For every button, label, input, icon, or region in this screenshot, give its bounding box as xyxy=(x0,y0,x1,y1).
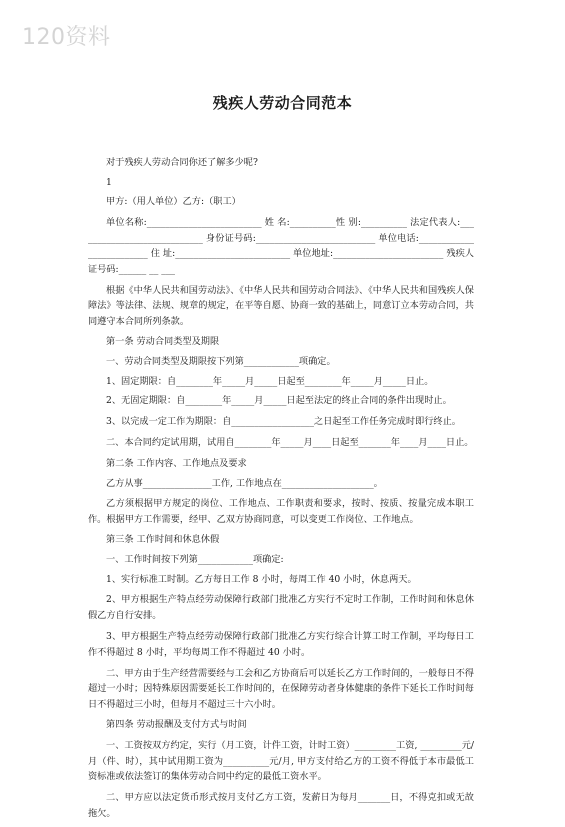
paragraph: 根据《中华人民共和国劳动法》、《中华人民共和国劳动合同法》、《中华人民共和国残疾人保障法》等法律、法规、规章的规定，在平等自愿、协商一致的基础上，同意订立本劳动合同，共同遵守本合同所列条款。 xyxy=(88,284,474,327)
paragraph: 乙方须根据甲方规定的岗位、工作地点、工作职责和要求，按时、按质、按量完成本职工作。根据甲方工作需要，经甲、乙双方协商同意，可以变更工作岗位、工作地点。 xyxy=(88,498,474,525)
paragraph: 二、甲方由于生产经营需要经与工会和乙方协商后可以延长乙方工作时间的，一般每日不得超过一小时；因特殊原因需要延长工作时间的，在保障劳动者身体健康的条件下延长工作时间每日不得超过三小时，但每月不超过三十六小时。 xyxy=(88,667,474,710)
paragraph: 二、甲方应以法定货币形式按月支付乙方工资，发薪日为每月_______日，不得克扣或无故拖欠。 xyxy=(88,792,474,819)
paragraph: 第四条 劳动报酬及支付方式与时间 xyxy=(106,719,247,731)
paragraph: 第二条 工作内容、工作地点及要求 xyxy=(106,457,247,469)
paragraph: 第一条 劳动合同类型及期限 xyxy=(106,336,220,348)
paragraph: 二、本合同约定试用期，试用自________年_____月____日起至_______年____月____日止。 xyxy=(106,437,474,449)
paragraph: 一、工资按双方约定，实行（月工资，计件工资，计时工资）_________工资, _________元/月（件、时），其中试用期工资为__________元/月, 甲方支付给乙方的工资不得低于本市最低工资标准或依法签订的集体劳动合同中约定的最低工资水平。 xyxy=(88,740,474,783)
paragraph: 2、甲方根据生产特点经劳动保障行政部门批准乙方实行不定时工作制，工作时间和休息休假乙方自行安排。 xyxy=(88,594,474,621)
paragraph: 1、实行标准工时制。乙方每日工作 8 小时，每周工作 40 小时，休息两天。 xyxy=(106,573,417,585)
paragraph: 甲方:（用人单位）乙方:（职工） xyxy=(106,196,241,208)
watermark-logo: 120资料 xyxy=(22,25,111,50)
paragraph: 一、工作时间按下列第____________项确定: xyxy=(106,553,284,565)
paragraph: 3、甲方根据生产特点经劳动保障行政部门批准乙方实行综合计算工时工作制，平均每日工作不得超过 8 小时，平均每周工作不得超过 40 小时。 xyxy=(88,631,474,658)
paragraph: 1 xyxy=(106,176,112,188)
paragraph: 第三条 工作时间和休息休假 xyxy=(106,534,220,546)
paragraph: 1、固定期限：自________年_____月_____日起至________年_____月_____日止。 xyxy=(106,375,434,387)
paragraph: 一、劳动合同类型及期限按下列第____________项确定。 xyxy=(106,356,336,368)
paragraph: 单位名称:_________________________ 姓 名:__________性 别:__________ 法定代表人:____________________________ 身份证号码:__________________________ 单位电话:_________________________ 住 址:_________________________ 单位地址:________________________ 残疾人证号码:______ __ ___ xyxy=(88,217,475,275)
document-body xyxy=(88,156,474,827)
paragraph: 3、以完成一定工作为期限：自__________________之日起至工作任务完成时即行终止。 xyxy=(106,416,461,428)
document-title: 残疾人劳动合同范本 xyxy=(212,94,353,112)
paragraph: 2、无固定期限：自________年_____月_____日起至法定的终止合同的条件出现时止。 xyxy=(106,395,452,407)
paragraph: 对于残疾人劳动合同你还了解多少呢? xyxy=(106,157,258,168)
paragraph: 乙方从事_______________工作, 工作地点在____________________。 xyxy=(106,477,383,489)
